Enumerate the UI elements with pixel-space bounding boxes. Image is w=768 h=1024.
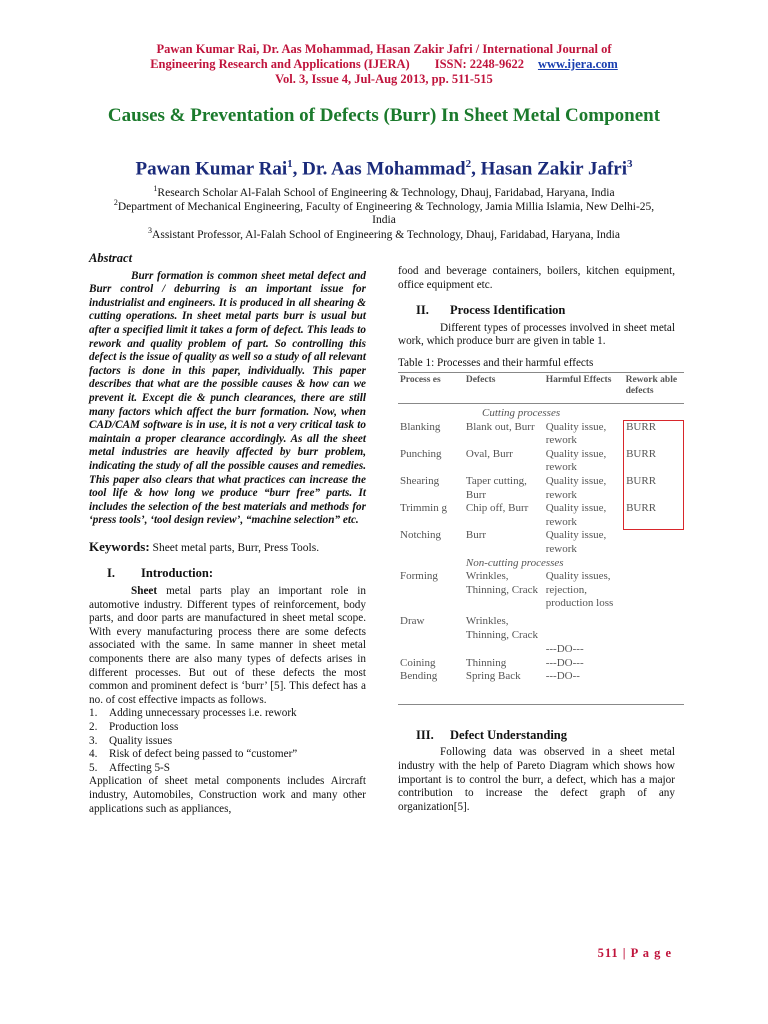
affiliation-3: $^3$Assistant Professor, Al-Falah School of Engineering & Technology, Dhauj, Faridabad, Haryana, India xyxy=(148,226,620,241)
table-group-row: Non-cutting processes xyxy=(465,556,564,569)
column-header: Process es xyxy=(400,374,441,385)
affiliation-1: $^1$Research Scholar Al-Falah School of Engineering & Technology, Dhauj, Faridabad, Haryana, India xyxy=(153,184,615,199)
abstract-heading: Abstract xyxy=(89,251,133,265)
list-item: 4. Risk of defect being passed to “customer” xyxy=(89,748,298,761)
process-table xyxy=(398,372,684,684)
author-list: Pawan Kumar Rai$^1$, Dr. Aas Mohammad$^2$, Hasan Zakir Jafri$^3$ xyxy=(135,158,633,180)
author-name: Dr. Aas Mohammad xyxy=(302,158,466,180)
table-row: Shearing Taper cutting, Burr Quality issue, rework BURR xyxy=(398,475,684,502)
column-header: Defects xyxy=(465,374,496,385)
header-line-1: Pawan Kumar Rai, Dr. Aas Mohammad, Hasan Zakir Jafri / International Journal of xyxy=(156,42,612,56)
journal-website-link[interactable]: www.ijera.com xyxy=(537,57,618,71)
table-group-row: Cutting processes xyxy=(482,406,561,419)
column-header: Rework able defects xyxy=(625,374,678,396)
keywords-text: Sheet metal parts, Burr, Press Tools. xyxy=(152,541,320,554)
right-column xyxy=(398,265,678,814)
table-row: Forming Wrinkles, Thinning, Crack Quality issues, rejection, production loss xyxy=(400,570,614,610)
reworkable-defect-cell: BURR xyxy=(624,448,684,475)
process-paragraph: Different types of processes involved in sheet metal work, which produce burr are given in table 1. xyxy=(398,321,675,348)
reworkable-defect-cell: BURR xyxy=(624,421,684,448)
table-row: Coining Thinning ---DO--- xyxy=(400,656,584,669)
left-column xyxy=(89,252,366,816)
table-row: Punching Oval, Burr Quality issue, rework BURR xyxy=(398,448,684,475)
header-line-3: Vol. 3, Issue 4, Jul-Aug 2013, pp. 511-515 xyxy=(275,72,493,86)
table-row: Blanking Blank out, Burr Quality issue, rework BURR xyxy=(398,421,684,448)
keywords-label: Keywords: xyxy=(89,538,150,554)
table-caption: Table 1: Processes and their harmful effects xyxy=(398,356,594,369)
abstract-body: Burr formation is common sheet metal defect and Burr control / deburring is an important issue for industrialist and engineers. It is produced in all shearing & cutting operations. In sheet metal parts burr is usual but after a specified limit it takes a form of defect. This leads to rework and quality problem of part. So controlling this defect is the issue of quality as well so a study of all relevant factors is done in this paper, individually. This paper describes that what are the possible causes & how can we prevent it. Except die & punch clearances, there are still many factors which affect the burr formation. Now, when CAD/CAM software is in use, it is not a very critical task to maintain a proper clearance accordingly. As all the sheet metal industries are heavily affected by burr problem, indicating the study of all the possible causes and remedies. This paper also clears that what practices can increase the tool life & how long we produce “burr free” parts. It includes the selection of the best materials and methods for ‘press tools’, ‘tool design review’, “machine selection” etc. xyxy=(89,269,366,527)
list-item: 1. Adding unnecessary processes i.e. rework xyxy=(89,707,297,720)
author-name: Hasan Zakir Jafri xyxy=(480,158,627,180)
list-item: 5. Affecting 5-S xyxy=(89,761,171,774)
introduction-paragraph: Sheet metal parts play an important role in automotive industry. Different types of reinforcement, body parts, and door parts are manufactured in sheet metal scope. With every manufacturing process there are some defects associated with the same. In same manner in sheet metal components there are also many types of defects arises in different processes. But out of these defects the most common and prominent defect is ‘burr’ [5]. This defect has a no. of cost effective impacts as follows. xyxy=(89,585,366,706)
defect-paragraph: Following data was observed in a sheet metal industry with the help of Pareto Diagram which shows how important is to control the burr, a defect, which has a major contribution to increase the defect graph of any organization[5]. xyxy=(398,746,675,813)
journal-header xyxy=(0,42,768,87)
applications-paragraph: Application of sheet metal components includes Aircraft industry, Automobiles, Construction work and many other applications such as appliances, xyxy=(89,775,366,815)
header-line-2: Engineering Research and Applications (IJERA) ISSN: 2248-9622 www.ijera.com xyxy=(150,57,618,71)
page-number: 511 | P a g e xyxy=(597,946,672,960)
table-header-row xyxy=(398,372,684,403)
keywords xyxy=(89,540,366,556)
affiliation-2: $^2$Department of Mechanical Engineering, Faculty of Engineering & Technology, Jamia Millia Islamia, New Delhi-25, India xyxy=(113,198,655,226)
table-row: Trimmin g Chip off, Burr Quality issue, rework BURR xyxy=(398,502,684,529)
table-bottom-rule xyxy=(398,704,684,705)
reworkable-defect-cell: BURR xyxy=(624,475,684,502)
list-item: 3. Quality issues xyxy=(89,734,173,747)
section-heading-defect: III. Defect Understanding xyxy=(416,727,568,742)
table-row: Notching Burr Quality issue, rework xyxy=(400,529,607,555)
list-item: 2. Production loss xyxy=(89,721,179,733)
author-name: Pawan Kumar Rai xyxy=(135,158,288,180)
impact-list xyxy=(89,707,366,775)
reworkable-defect-cell: BURR xyxy=(624,502,684,529)
section-heading-process: II. Process Identification xyxy=(416,303,566,318)
table-row: Bending Spring Back ---DO-- xyxy=(400,670,580,683)
paper-title: Causes & Preventation of Defects (Burr) In Sheet Metal Component xyxy=(107,105,661,126)
column-header: Harmful Effects xyxy=(545,374,612,385)
table-row: Draw Wrinkles, Thinning, Crack ---DO--- xyxy=(400,614,584,655)
continued-paragraph: food and beverage containers, boilers, kitchen equipment, office equipment etc. xyxy=(398,265,675,291)
section-heading-introduction: I. Introduction: xyxy=(107,566,214,581)
